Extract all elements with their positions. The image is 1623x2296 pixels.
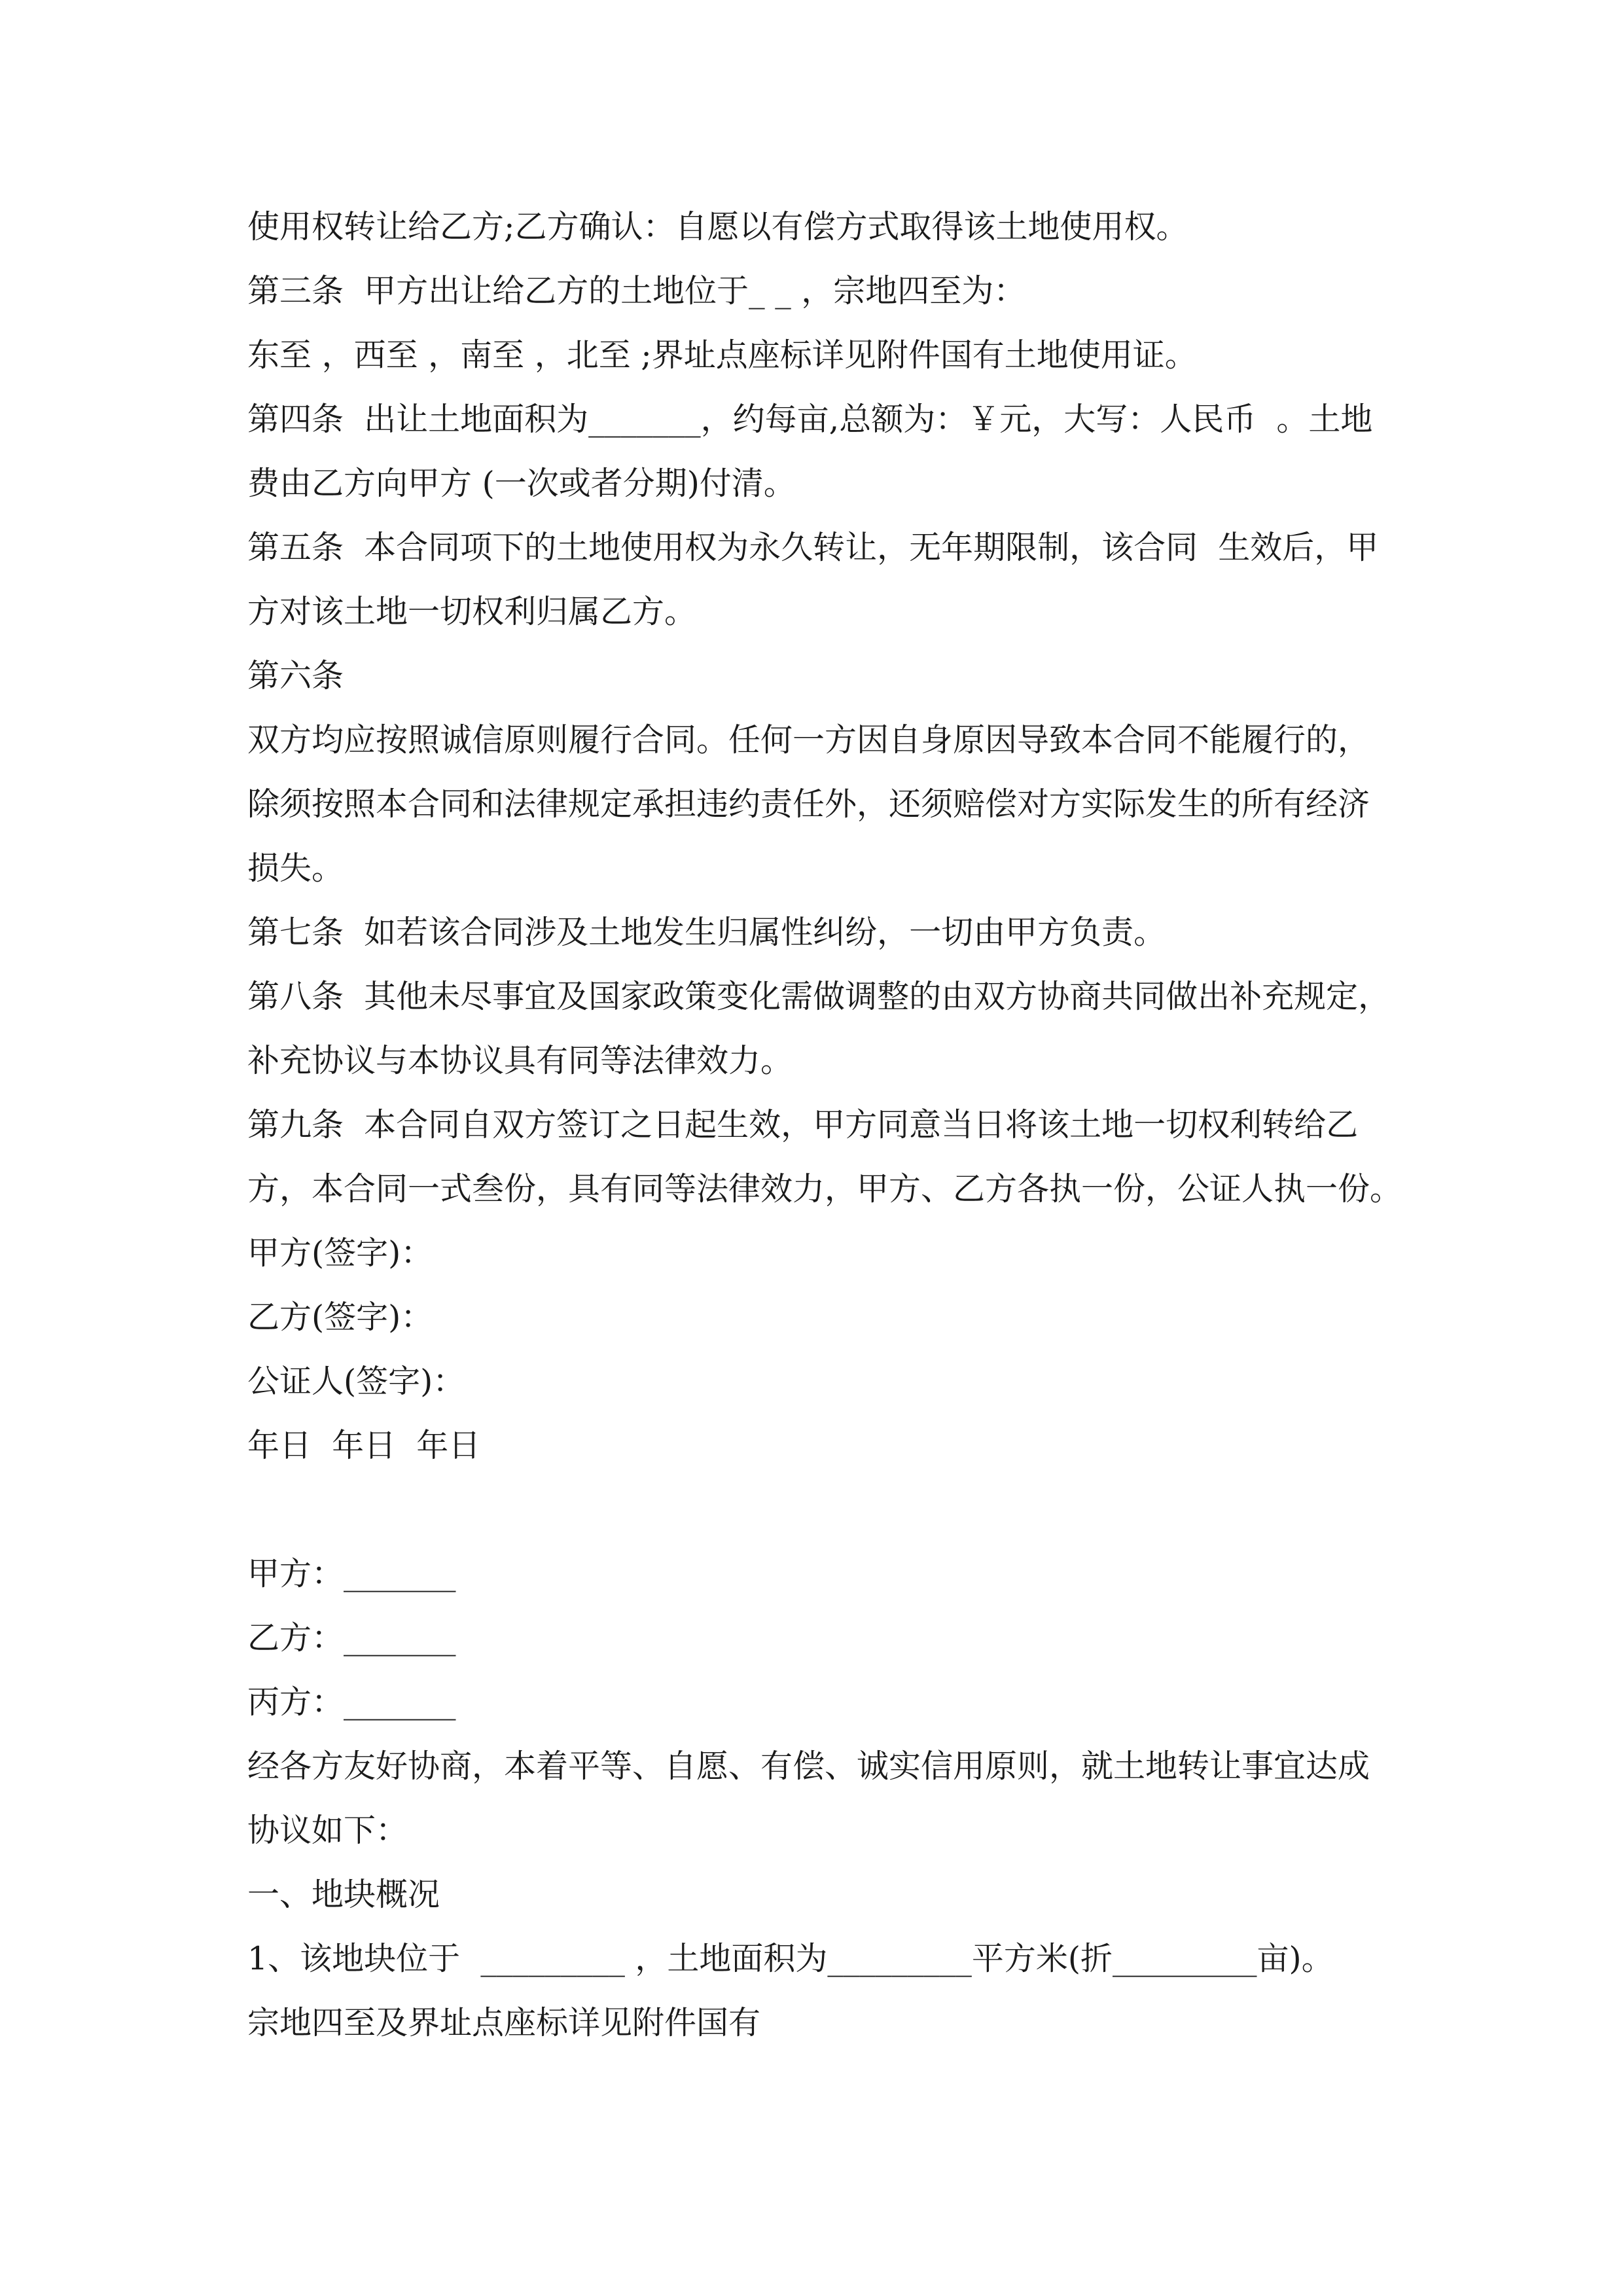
signature-line-party-a: 甲方(签字)： [247,1234,433,1272]
text-line: 补充协议与本协议具有同等法律效力。 [247,1042,793,1079]
text-line: 使用权转让给乙方;乙方确认：自愿以有偿方式取得该土地使用权。 [247,208,1188,245]
text-line: 第六条 [247,657,344,694]
text-line: 除须按照本合同和法律规定承担违约责任外，还须赔偿对方实际发生的所有经济 [247,785,1370,823]
text-line: 费由乙方向甲方 (一次或者分期)付清。 [247,465,796,502]
text-line: 第八条 其他未尽事宜及国家政策变化需做调整的由双方协商共同做出补充规定， [247,978,1391,1015]
signature-line-notary: 公证人(签字)： [247,1363,465,1400]
text-line: 方对该土地一切权利归属乙方。 [247,593,697,630]
text-line: 第七条 如若该合同涉及土地发生归属性纠纷，一切由甲方负责。 [247,914,1166,951]
text-line: 1、该地块位于 _________ ，土地面积为_________平方米(折_________亩)。 [247,1940,1334,1977]
text-line: 宗地四至及界址点座标详见附件国有 [247,2004,761,2041]
blank-line [247,1478,1399,1542]
text-line: 协议如下： [247,1812,408,1849]
signature-line-party-b: 乙方(签字)： [247,1299,433,1336]
party-c-line: 丙方：_______ [247,1683,456,1721]
party-a-line: 甲方：_______ [247,1555,456,1592]
text-line: 第五条 本合同项下的土地使用权为永久转让，无年期限制，该合同 生效后，甲 [247,529,1379,566]
text-line: 经各方友好协商，本着平等、自愿、有偿、诚实信用原则，就土地转让事宜达成 [247,1748,1370,1785]
date-line: 年日 年日 年日 [247,1427,481,1464]
text-line: 第九条 本合同自双方签订之日起生效，甲方同意当日将该土地一切权利转给乙 [247,1106,1359,1143]
text-line: 方，本合同一式叁份，具有同等法律效力，甲方、乙方各执一份，公证人执一份。 [247,1170,1402,1208]
text-line: 第四条 出让土地面积为_______，约每亩,总额为：￥元，大写：人民币 。土地 [247,401,1373,438]
text-line: 东至 ，西至 ，南至 ，北至 ;界址点座标详见附件国有土地使用证。 [247,336,1197,374]
document-body [247,195,1402,2055]
text-line: 双方均应按照诚信原则履行合同。任何一方因自身原因导致本合同不能履行的， [247,721,1370,759]
section-heading: 一、地块概况 [247,1876,440,1913]
party-b-line: 乙方：_______ [247,1619,456,1657]
text-line: 第三条 甲方出让给乙方的土地位于_ _ ，宗地四至为： [247,272,1026,310]
text-line: 损失。 [247,850,344,887]
